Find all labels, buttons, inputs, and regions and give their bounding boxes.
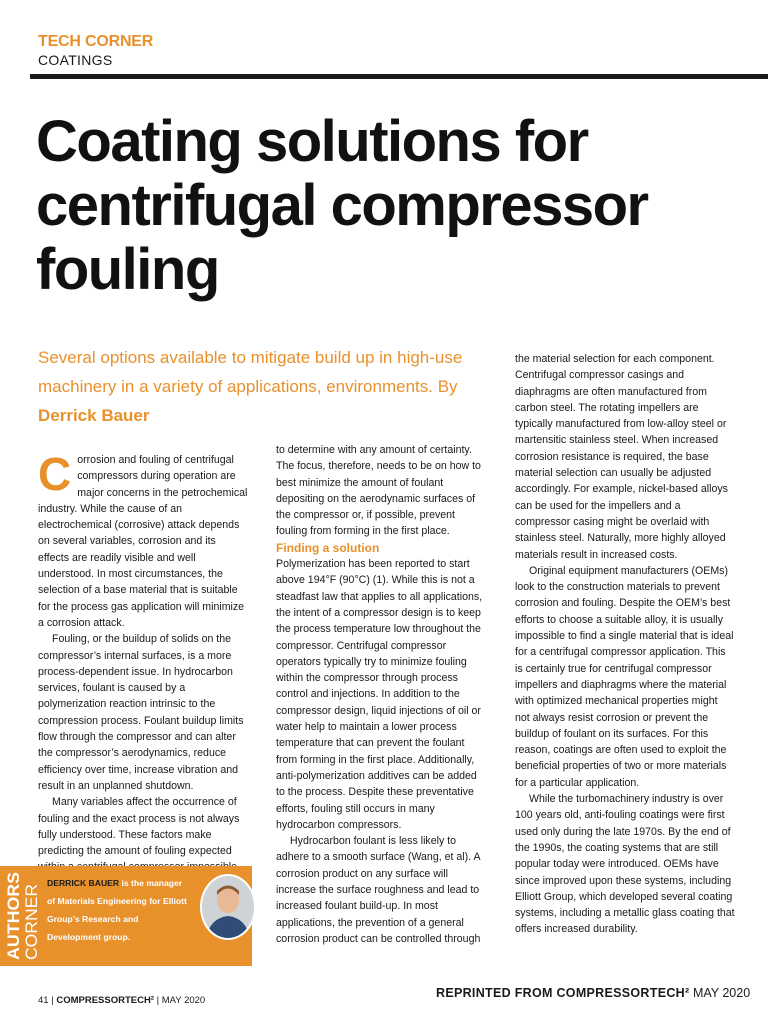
authors-label-top: AUTHORS <box>4 875 23 960</box>
paragraph: Hydrocarbon foulant is less likely to adhere to a smooth surface (Wang, et al). A corrosion product on any surface will increase the surface roughness and lead to increased foulant build-up. In most applications, the prevention of a general corrosion product can be controlled through <box>276 835 481 945</box>
article-title: Coating solutions for centrifugal compressor fouling <box>36 109 648 302</box>
footer-left: 41 | COMPRESSORTECH² | MAY 2020 <box>38 995 206 1006</box>
author-bio <box>47 874 187 946</box>
paragraph-text: orrosion and fouling of centrifugal compressors during operation are major concerns in the petrochemical industry. While the cause of an electrochemical (corrosive) attack depends on several variables, corrosion and its effects are readily visible and well understood. In most circumstances, the selection of a base material that is suitable for the process gas application will minimize a corrosion attack. <box>38 454 248 629</box>
paragraph: Original equipment manufacturers (OEMs) look to the construction materials to prevent corrosion and fouling. Despite the OEM’s best efforts to choose a suitable alloy, it is usually impossible to find a single material that is ideal for a centrifugal compressor application. This is certainly true for centrifugal compressor impellers and diaphragms where the material with optimized mechanical properties might not always resist corrosion or prevent the buildup of foulant on its surfaces. For this reason, coatings are often used to exploit the beneficial properties of two or more materials for a particular application. <box>515 564 734 789</box>
section-name: COATINGS <box>38 52 113 68</box>
issue-date: MAY 2020 <box>161 995 206 1006</box>
reprint-issue-date: MAY 2020 <box>692 986 751 1000</box>
section-kicker: TECH CORNER <box>38 33 154 50</box>
author-bio-text: is the manager of Materials Engineering for Elliott Group’s Research and Development group. <box>47 878 187 942</box>
page-number: 41 <box>38 995 49 1006</box>
paragraph: Fouling, or the buildup of solids on the compressor’s internal surfaces, is a more process-dependent issue. In hydrocarbon services, foulant is caused by a polymerization reaction intrinsic to the compression process. Foulant buildup limits flow through the compressor and can alter the compressor’s aerodynamics, reduce efficiency over time, increase vibration and result in an unplanned shutdown. <box>38 633 244 792</box>
paragraph <box>38 448 248 631</box>
paragraph: While the turbomachinery industry is over 100 years old, anti-fouling coatings were first used only during the late 1970s. By the end of the 1990s, the coating systems that are still popular today were introduced. OEMs have since improved upon these systems, including Elliott Group, which developed several coating systems, including a metallic glass coating that offers increased durability. <box>515 793 735 936</box>
article-deck <box>38 343 478 430</box>
drop-cap: C <box>38 448 72 500</box>
author-name: DERRICK BAUER <box>47 878 120 888</box>
author-portrait-icon <box>202 876 254 938</box>
magazine-name: COMPRESSORTECH² <box>56 995 154 1006</box>
deck-text: Several options available to mitigate build up in high-use machinery in a variety of applications, environments. By <box>38 348 463 396</box>
paragraph: to determine with any amount of certainty. The focus, therefore, needs to be on how to best minimize the amount of foulant depositing on the aerodynamic surfaces of the compressor or, if possible, prevent fouling from forming in the first place. <box>276 444 481 538</box>
body-column-1 <box>38 448 248 876</box>
paragraph: Polymerization has been reported to start above 194°F (90°C) (1). While this is not a steadfast law that applies to all applications, the intent of a compressor design is to keep the process temperature low throughout the compressor. Centrifugal compressor operators typically try to minimize fouling within the compressor through process control and injections. In addition to the compressor design, liquid injections of oil or water help to maintain a lower process temperature that can prevent the foulant from forming in the first place. Additionally, anti-polymerization additives can be added to the process. Despite these preventative efforts, fouling still occurs in many hydrocarbon compressors. <box>276 558 483 831</box>
footer-right <box>436 986 750 1000</box>
deck-author: Derrick Bauer <box>38 406 150 425</box>
header-rule <box>30 74 768 79</box>
reprint-note: REPRINTED FROM COMPRESSORTECH² <box>436 986 690 1000</box>
authors-corner-label <box>2 868 42 964</box>
body-column-3 <box>515 351 735 938</box>
paragraph: the material selection for each component. Centrifugal compressor casings and diaphragms are often manufactured from carbon steel. The rotating impellers are typically manufactured from low-alloy steel or martensitic stainless steel. When increased corrosion resistance is required, the base material selection can usually be adjusted accordingly. For example, nickel-based alloys can be used for the impellers and a compressor casing might be overlaid with stainless steel. Naturally, more highly alloyed materials result in increased costs. <box>515 353 728 561</box>
subhead-finding-a-solution: Finding a solution <box>276 540 380 555</box>
authors-label-bottom: CORNER <box>22 886 41 960</box>
author-photo <box>200 874 256 940</box>
paragraph: Many variables affect the occurrence of fouling and the exact process is not always fully understood. These factors make predicting the amount of fouling expected <box>38 796 240 858</box>
body-column-2 <box>276 442 488 947</box>
